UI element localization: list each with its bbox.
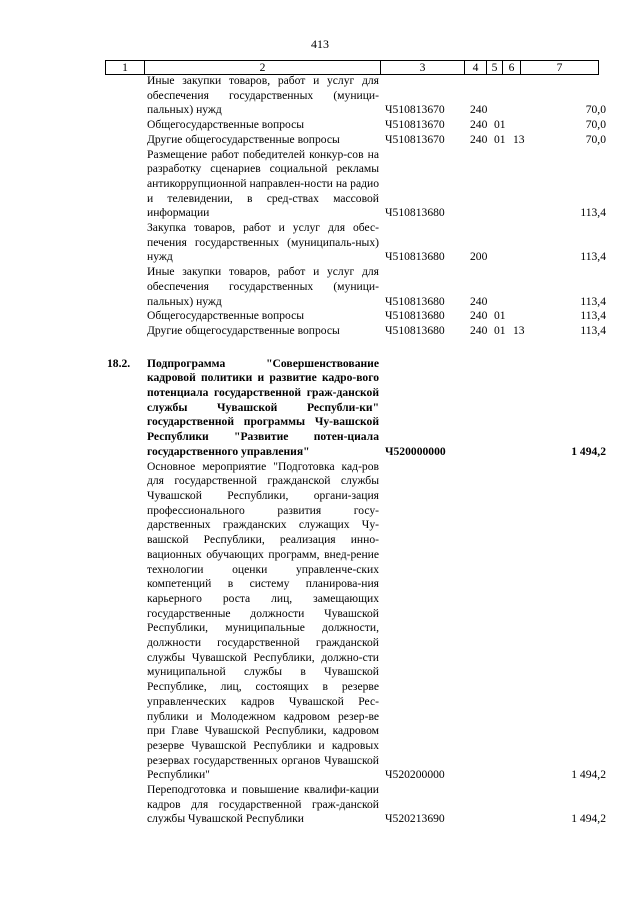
row-code: Ч510813680 [385,309,445,323]
row-description: Размещение работ победителей конкур-сов на разработку сценариев социальной рекламы антикоррупционной направлен-ности на радио и телевидении, в сред-ствах массовой информации [147,147,379,220]
row-code: Ч510813680 [385,250,445,264]
column-header-table [105,60,599,75]
row-col5: 01 [494,118,506,132]
row-code: Ч510813670 [385,118,445,132]
header-col-7: 7 [521,61,599,75]
header-col-1: 1 [106,61,145,75]
row-value: 113,4 [580,250,606,264]
table-row [0,309,640,324]
row-code: Ч520213690 [385,812,445,826]
row-code: Ч510813680 [385,206,445,220]
header-col-4: 4 [465,61,487,75]
header-col-5: 5 [487,61,503,75]
header-col-6: 6 [503,61,521,75]
row-description: Общегосударственные вопросы [147,118,305,132]
row-col4: 240 [470,118,488,132]
table-row [0,118,640,133]
section-spacer [0,339,640,357]
row-description: Иные закупки товаров, работ и услуг для обеспечения государственных (муници-пальных) нужд [147,74,379,117]
row-col6: 13 [513,132,525,146]
row-code: Ч520000000 [385,444,446,458]
row-col5: 01 [494,132,506,146]
table-row [0,221,640,265]
row-description: Основное мероприятие "Подготовка кад-ров для государственной гражданской службы Чувашской Республики, органи-зация профессионального развития госу-дарственных гражданских служащих Чу-вашской Республики, реализация инно-вационных обучающих программ, внед-рение технологии оценки управленче-ских компетенций в систему планирова-ния карьерного роста лиц, замещающих государственные должности Чувашской Республики, муниципальные должности, должности государственной гражданской службы Чувашской Республики, должно-сти муниципальной службы в Чувашской Республике, лиц, состоящих в резерве управленческих кадров Чувашской Рес-публики и Молодежном кадровом резер-ве при Главе Чувашской Республики, кадровом резерве Чувашской Республики и кадровых резервах государственных органов Чувашской Республики" [147,459,379,782]
table-row [0,133,640,148]
table-row [0,460,640,783]
row-col4: 200 [470,250,488,264]
table-row [0,324,640,339]
row-value: 70,0 [585,118,606,132]
row-value: 1 494,2 [571,768,606,782]
page-number: 413 [311,37,329,51]
row-description: Общегосударственные вопросы [147,309,305,323]
header-col-3: 3 [381,61,465,75]
row-description: Закупка товаров, работ и услуг для обес-печения государственных (муниципаль-ных) нужд [147,221,379,264]
row-number: 18.2. [107,356,131,370]
table-row [0,74,640,118]
row-col5: 01 [494,323,506,337]
row-col5: 01 [494,309,506,323]
budget-table-body [0,74,640,827]
row-col6: 13 [513,323,525,337]
row-description: Другие общегосударственные вопросы [147,323,340,337]
row-col4: 240 [470,309,488,323]
table-row-subprogram [0,357,640,460]
row-value: 70,0 [585,132,606,146]
row-value: 113,4 [580,323,606,337]
row-code: Ч510813670 [385,103,445,117]
row-value: 113,4 [580,294,606,308]
row-col4: 240 [470,294,488,308]
table-row [0,148,640,222]
row-col4: 240 [470,103,488,117]
row-value: 113,4 [580,309,606,323]
row-code: Ч510813680 [385,294,445,308]
row-code: Ч510813670 [385,132,445,146]
row-description: Переподготовка и повышение квалифи-кации кадров для государственной граж-данской службы Чувашской Республики [147,783,379,826]
row-col4: 240 [470,323,488,337]
header-col-2: 2 [145,61,381,75]
row-value: 1 494,2 [571,812,606,826]
row-value: 1 494,2 [571,444,606,458]
row-description: Другие общегосударственные вопросы [147,132,340,146]
row-col4: 240 [470,132,488,146]
row-value: 113,4 [580,206,606,220]
row-description: Подпрограмма "Совершенствование кадровой политики и развитие кадро-вого потенциала государственной граж-данской службы Чувашской Республи-ки" государственной программы Чу-вашской Республики "Развитие потен-циала государственного управления" [147,356,379,458]
row-code: Ч520200000 [385,768,445,782]
column-header-row [106,61,599,75]
table-row [0,783,640,827]
row-description: Иные закупки товаров, работ и услуг для обеспечения государственных (муници-пальных) нужд [147,265,379,308]
row-value: 70,0 [585,103,606,117]
table-row [0,265,640,309]
row-code: Ч510813680 [385,323,445,337]
